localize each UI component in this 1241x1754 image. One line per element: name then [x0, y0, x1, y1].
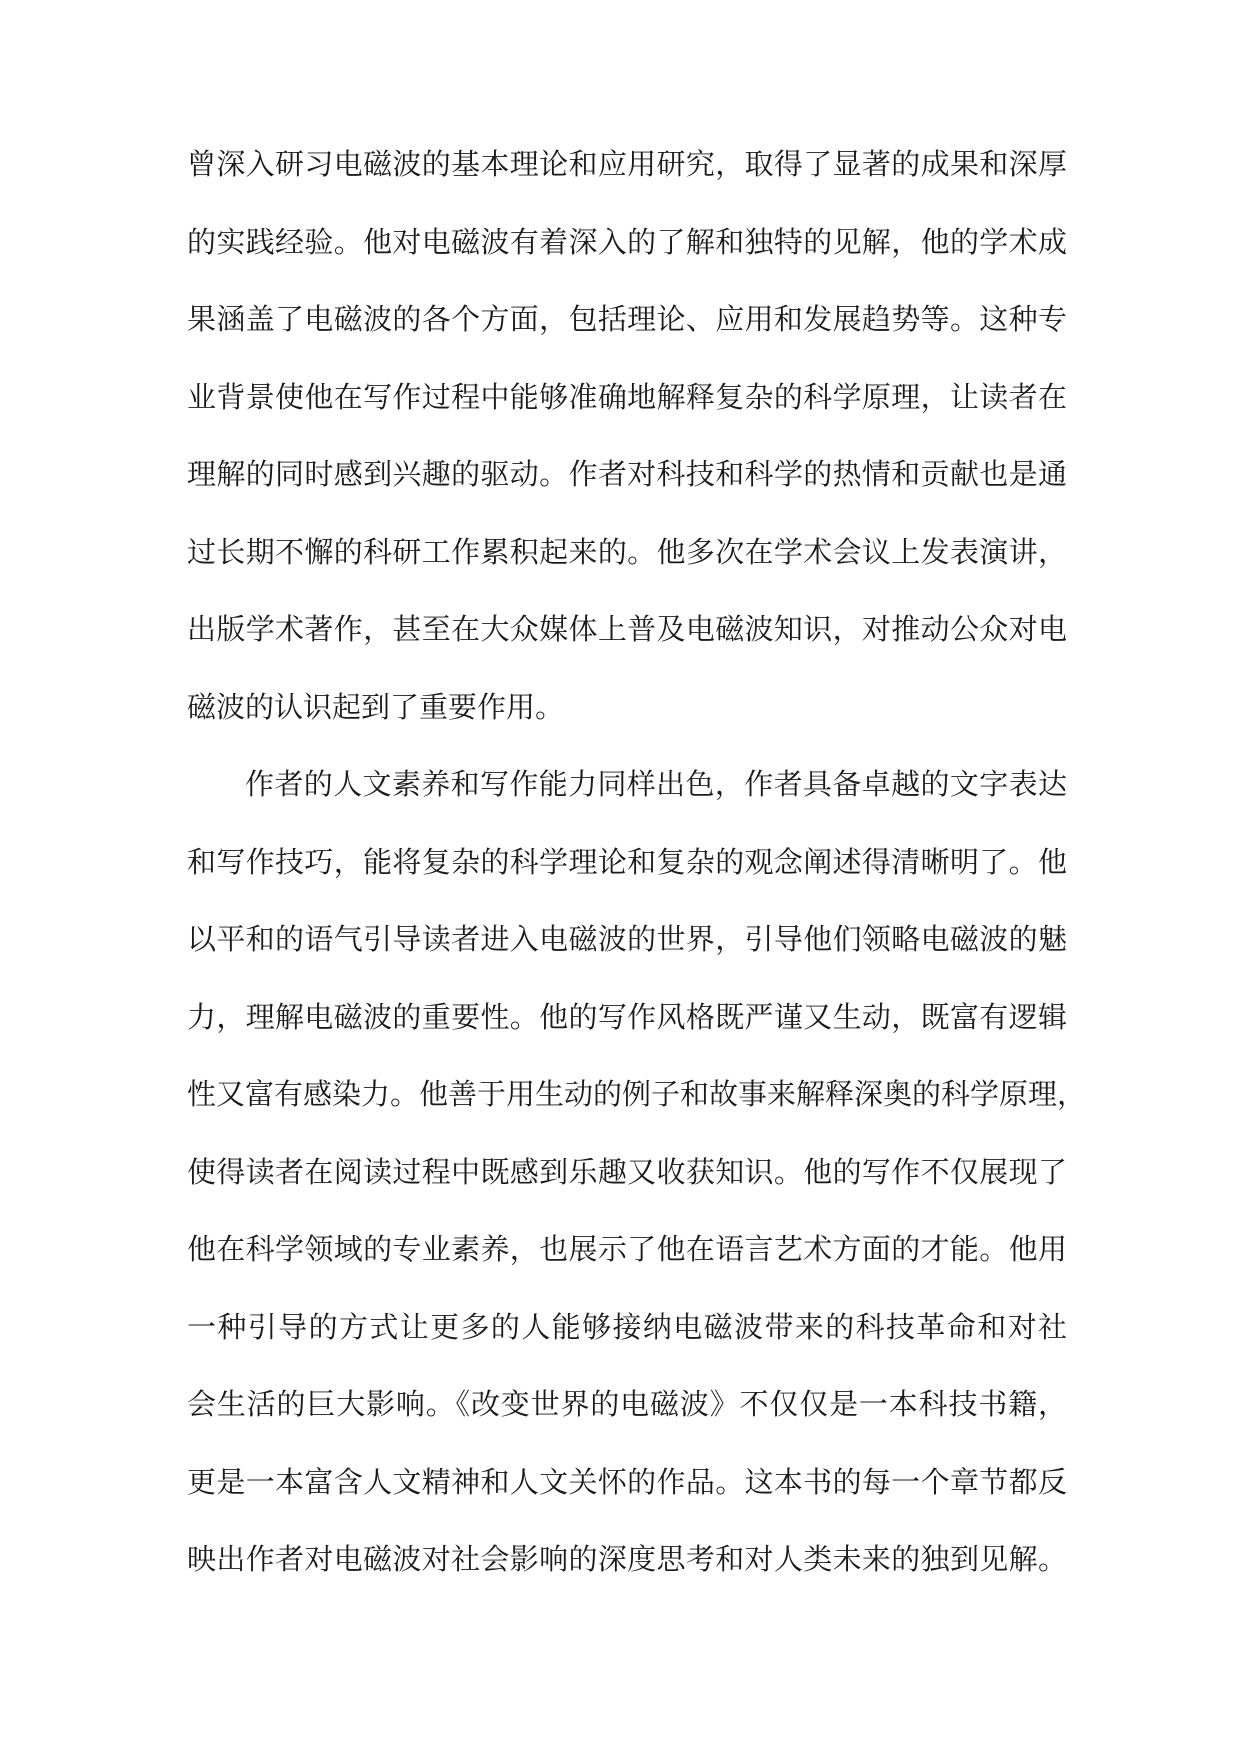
text-line: 过长期不懈的科研工作累积起来的。他多次在学术会议上发表演讲， [187, 534, 1067, 569]
text-line: 力，理解电磁波的重要性。他的写作风格既严谨又生动，既富有逻辑 [187, 999, 1067, 1034]
text-line: 和写作技巧，能将复杂的科学理论和复杂的观念阐述得清晰明了。他 [187, 844, 1067, 879]
text-line: 出版学术著作，甚至在大众媒体上普及电磁波知识，对推动公众对电 [187, 612, 1067, 646]
text-line: 使得读者在阅读过程中既感到乐趣又收获知识。他的写作不仅展现了 [187, 1154, 1067, 1189]
text-line: 会生活的巨大影响。《改变世界的电磁波》不仅仅是一本科技书籍， [187, 1387, 1067, 1421]
text-line: 映出作者对电磁波对社会影响的深度思考和对人类未来的独到见解。 [187, 1542, 1067, 1576]
paragraph-first-line: 作者的人文素养和写作能力同样出色，作者具备卓越的文字表达 [245, 767, 1067, 801]
text-line: 业背景使他在写作过程中能够准确地解释复杂的科学原理，让读者在 [187, 379, 1067, 414]
text-line: 更是一本富含人文精神和人文关怀的作品。这本书的每一个章节都反 [187, 1464, 1067, 1499]
body-text [187, 144, 1087, 1617]
text-line: 一种引导的方式让更多的人能够接纳电磁波带来的科技革命和对社 [187, 1309, 1067, 1344]
text-line: 的实践经验。他对电磁波有着深入的了解和独特的见解，他的学术成 [187, 224, 1067, 259]
text-line: 果涵盖了电磁波的各个方面，包括理论、应用和发展趋势等。这种专 [187, 302, 1067, 336]
text-line: 他在科学领域的专业素养，也展示了他在语言艺术方面的才能。他用 [187, 1232, 1067, 1266]
text-line: 性又富有感染力。他善于用生动的例子和故事来解释深奥的科学原理， [187, 1077, 1087, 1111]
text-line: 以平和的语气引导读者进入电磁波的世界，引导他们领略电磁波的魅 [187, 922, 1067, 956]
text-line: 磁波的认识起到了重要作用。 [187, 689, 565, 724]
text-line: 理解的同时感到兴趣的驱动。作者对科技和科学的热情和贡献也是通 [187, 457, 1067, 491]
text-line: 曾深入研习电磁波的基本理论和应用研究，取得了显著的成果和深厚 [187, 147, 1067, 181]
